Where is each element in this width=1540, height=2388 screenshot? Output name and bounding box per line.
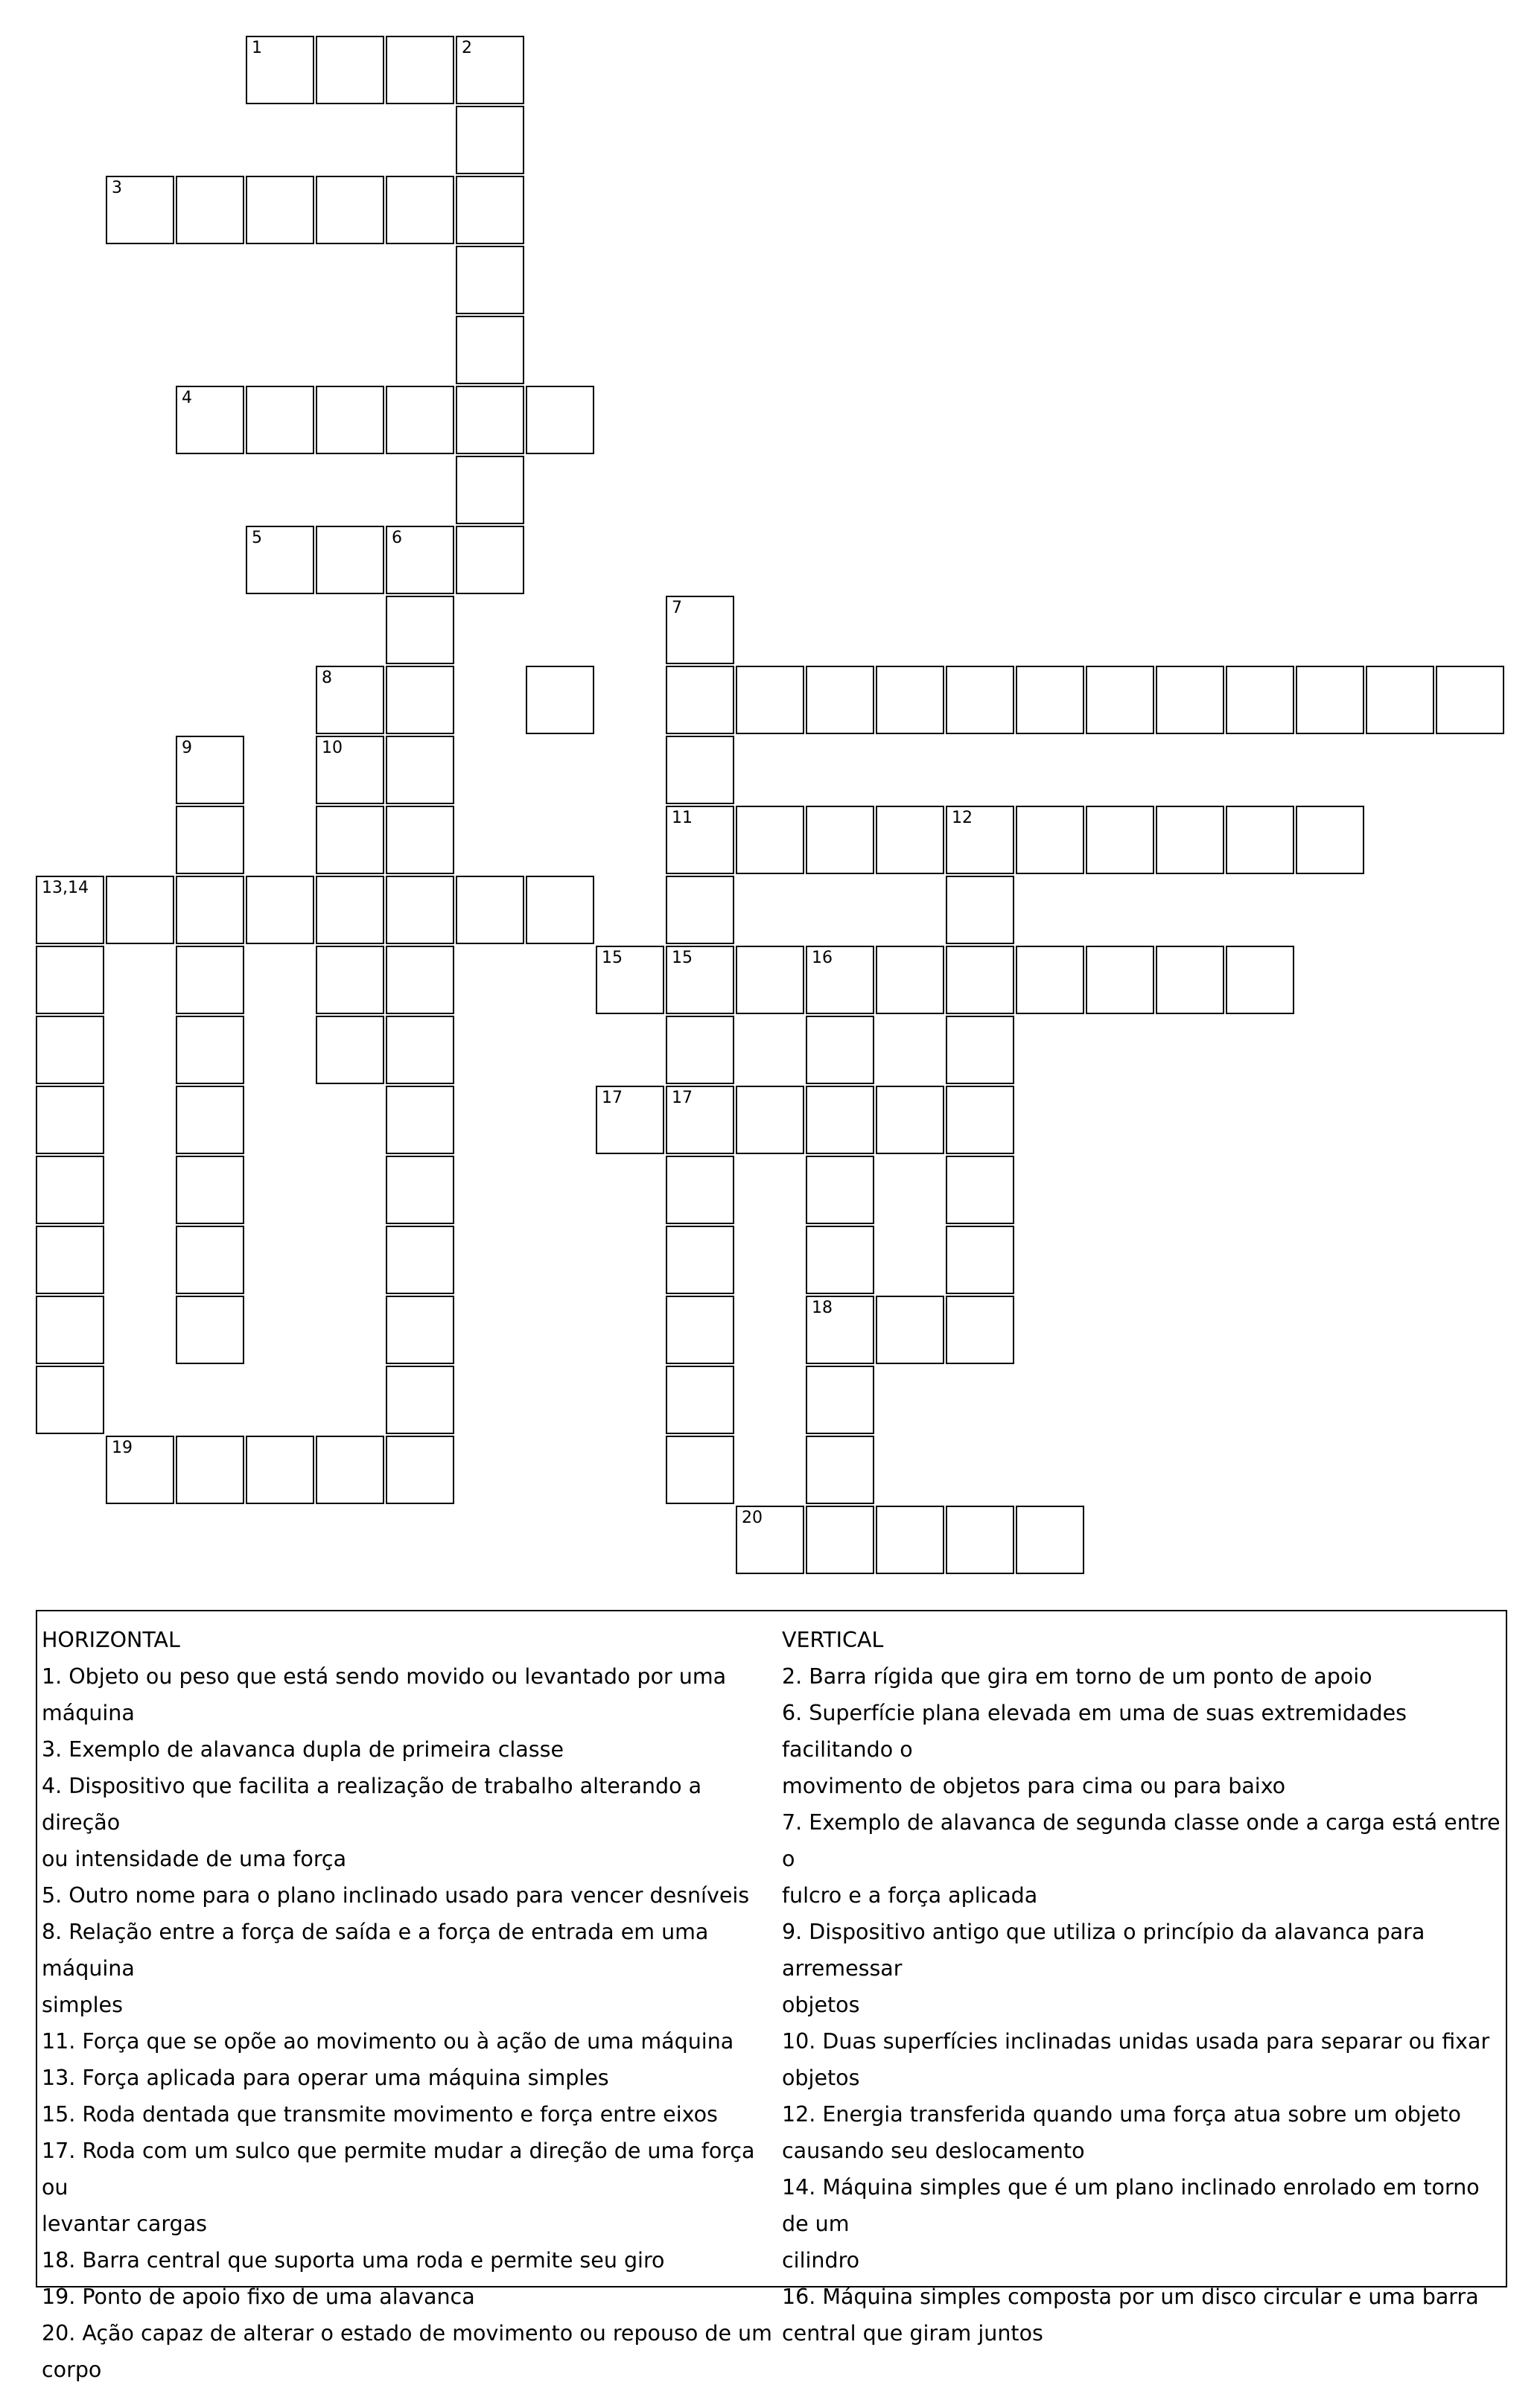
crossword-cell[interactable] (736, 666, 804, 734)
clue-line: 4. Dispositivo que facilita a realização de trabalho alterando a direção (42, 1774, 702, 1835)
crossword-cell[interactable] (946, 1226, 1014, 1294)
crossword-cell[interactable] (666, 1086, 734, 1154)
crossword-cell[interactable] (106, 1436, 174, 1504)
crossword-cell[interactable] (1226, 666, 1294, 734)
crossword-cell[interactable] (176, 386, 244, 454)
clue-number: 10 (322, 739, 343, 757)
clue-line: 10. Duas superfícies inclinadas unidas usada para separar ou fixar (782, 2029, 1490, 2054)
crossword-cell[interactable] (1016, 806, 1084, 874)
clue-number: 7 (672, 599, 682, 617)
clue-line: corpo (42, 2357, 102, 2382)
crossword-cell[interactable] (666, 876, 734, 944)
crossword-cell[interactable] (526, 666, 594, 734)
clue-line: 9. Dispositivo antigo que utiliza o princípio da alavanca para arremessar (782, 1920, 1425, 1981)
crossword-cell[interactable] (386, 36, 454, 104)
crossword-cell[interactable] (1086, 666, 1154, 734)
crossword-cell[interactable] (246, 876, 314, 944)
crossword-cell[interactable] (736, 946, 804, 1014)
crossword-cell[interactable] (1226, 946, 1294, 1014)
crossword-cell[interactable] (386, 1226, 454, 1294)
crossword-cell[interactable] (736, 1506, 804, 1574)
crossword-cell[interactable] (176, 1436, 244, 1504)
crossword-cell[interactable] (666, 1016, 734, 1084)
crossword-cell[interactable] (36, 1086, 104, 1154)
clue-number: 11 (672, 809, 693, 827)
crossword-cell[interactable] (316, 1436, 384, 1504)
crossword-cell[interactable] (176, 1156, 244, 1224)
horizontal-header: HORIZONTAL (42, 1628, 180, 1652)
crossword-cell[interactable] (946, 946, 1014, 1014)
crossword-cell[interactable] (36, 1366, 104, 1434)
crossword-cell[interactable] (806, 1086, 874, 1154)
clue-number: 17 (672, 1089, 693, 1107)
crossword-cell[interactable] (666, 596, 734, 664)
clue-number: 13,14 (42, 879, 89, 897)
crossword-cell[interactable] (456, 386, 524, 454)
crossword-cell[interactable] (456, 246, 524, 314)
crossword-cell[interactable] (1366, 666, 1434, 734)
crossword-cell[interactable] (386, 1016, 454, 1084)
crossword-cell[interactable] (246, 526, 314, 594)
crossword-cell[interactable] (736, 1086, 804, 1154)
crossword-cell[interactable] (806, 1436, 874, 1504)
crossword-cell[interactable] (806, 666, 874, 734)
crossword-cell[interactable] (316, 176, 384, 244)
crossword-cell[interactable] (246, 1436, 314, 1504)
clue-line: 14. Máquina simples que é um plano inclinado enrolado em torno de um (782, 2175, 1480, 2236)
crossword-cell[interactable] (526, 876, 594, 944)
crossword-cell[interactable] (386, 666, 454, 734)
clue-line: 16. Máquina simples composta por um disco circular e uma barra (782, 2284, 1479, 2309)
crossword-cell[interactable] (666, 1366, 734, 1434)
crossword-cell[interactable] (1156, 946, 1224, 1014)
crossword-cell[interactable] (1436, 666, 1504, 734)
crossword-cell[interactable] (316, 386, 384, 454)
crossword-cell[interactable] (1086, 806, 1154, 874)
crossword-cell[interactable] (176, 736, 244, 804)
crossword-cell[interactable] (946, 876, 1014, 944)
vertical-header: VERTICAL (782, 1628, 884, 1652)
crossword-cell[interactable] (176, 946, 244, 1014)
crossword-cell[interactable] (176, 1086, 244, 1154)
crossword-cell[interactable] (806, 946, 874, 1014)
crossword-cell[interactable] (106, 176, 174, 244)
crossword-cell[interactable] (386, 1436, 454, 1504)
clue-number: 9 (182, 739, 192, 757)
crossword-cell[interactable] (456, 456, 524, 524)
clue-line: causando seu deslocamento (782, 2139, 1085, 2163)
crossword-cell[interactable] (1296, 806, 1364, 874)
clue-line: 1. Objeto ou peso que está sendo movido ou levantado por uma máquina (42, 1664, 727, 1725)
crossword-cell[interactable] (386, 736, 454, 804)
crossword-cell[interactable] (386, 876, 454, 944)
crossword-cell[interactable] (386, 1296, 454, 1364)
crossword-cell[interactable] (1016, 946, 1084, 1014)
crossword-cell[interactable] (316, 736, 384, 804)
clue-number: 2 (462, 39, 472, 57)
crossword-cell[interactable] (456, 176, 524, 244)
clue-line: 19. Ponto de apoio fixo de uma alavanca (42, 2284, 475, 2309)
clue-line: objetos (782, 2066, 860, 2090)
clue-number: 15 (602, 949, 623, 967)
clue-line: 18. Barra central que suporta uma roda e permite seu giro (42, 2248, 665, 2273)
clue-number: 18 (812, 1299, 833, 1317)
crossword-cell[interactable] (316, 806, 384, 874)
crossword-cell[interactable] (666, 1436, 734, 1504)
crossword-cell[interactable] (806, 1156, 874, 1224)
crossword-cell[interactable] (1016, 666, 1084, 734)
crossword-cell[interactable] (316, 526, 384, 594)
clue-line: 15. Roda dentada que transmite movimento e força entre eixos (42, 2102, 718, 2127)
clue-line: 17. Roda com um sulco que permite mudar a direção de uma força ou (42, 2139, 755, 2200)
clue-line: 6. Superfície plana elevada em uma de suas extremidades facilitando o (782, 1701, 1407, 1762)
clue-number: 20 (742, 1509, 763, 1527)
clue-line: central que giram juntos (782, 2321, 1043, 2346)
crossword-cell[interactable] (36, 1016, 104, 1084)
clue-line: 5. Outro nome para o plano inclinado usado para vencer desníveis (42, 1883, 750, 1908)
clue-number: 5 (252, 529, 262, 547)
vertical-clues (782, 1622, 1504, 2352)
clue-line: 20. Ação capaz de alterar o estado de movimento ou repouso de um (42, 2321, 772, 2346)
clue-number: 12 (952, 809, 973, 827)
crossword-cell[interactable] (946, 666, 1014, 734)
crossword-cell[interactable] (386, 386, 454, 454)
crossword-cell[interactable] (386, 526, 454, 594)
clue-number: 6 (392, 529, 402, 547)
crossword-cell[interactable] (596, 1086, 664, 1154)
crossword-cell[interactable] (386, 1156, 454, 1224)
crossword-cell[interactable] (386, 1086, 454, 1154)
crossword-cell[interactable] (736, 806, 804, 874)
crossword-cell[interactable] (806, 1296, 874, 1364)
crossword-cell[interactable] (876, 1296, 944, 1364)
crossword-cell[interactable] (1296, 666, 1364, 734)
clue-number: 15 (672, 949, 693, 967)
clue-line: fulcro e a força aplicada (782, 1883, 1038, 1908)
crossword-cell[interactable] (666, 736, 734, 804)
clues-box (36, 1610, 1507, 2382)
clue-line: cilindro (782, 2248, 860, 2273)
crossword-cell[interactable] (176, 806, 244, 874)
crossword-cell[interactable] (386, 806, 454, 874)
crossword-cell[interactable] (176, 1296, 244, 1364)
crossword-cell[interactable] (946, 1086, 1014, 1154)
crossword-cell[interactable] (1086, 946, 1154, 1014)
clue-line: levantar cargas (42, 2212, 208, 2236)
crossword-cell[interactable] (526, 386, 594, 454)
crossword-cell[interactable] (1016, 1506, 1084, 1574)
clue-line: 2. Barra rígida que gira em torno de um ponto de apoio (782, 1664, 1372, 1689)
crossword-cell[interactable] (456, 876, 524, 944)
crossword-cell[interactable] (176, 876, 244, 944)
crossword-cell[interactable] (1156, 806, 1224, 874)
clue-line: 11. Força que se opõe ao movimento ou à ação de uma máquina (42, 2029, 734, 2054)
clue-number: 8 (322, 669, 332, 687)
crossword-cell[interactable] (36, 876, 104, 944)
crossword-cell[interactable] (246, 176, 314, 244)
crossword-cell[interactable] (456, 316, 524, 384)
clue-line: simples (42, 1993, 123, 2017)
crossword-cell[interactable] (386, 946, 454, 1014)
crossword-cell[interactable] (246, 386, 314, 454)
crossword-cell[interactable] (36, 946, 104, 1014)
clue-line: 12. Energia transferida quando uma força atua sobre um objeto (782, 2102, 1461, 2127)
crossword-cell[interactable] (316, 876, 384, 944)
crossword-cell[interactable] (876, 1086, 944, 1154)
clue-number: 3 (112, 179, 122, 197)
crossword-cell[interactable] (456, 36, 524, 104)
crossword-cell[interactable] (1226, 806, 1294, 874)
crossword-cell[interactable] (36, 1296, 104, 1364)
crossword-cell[interactable] (316, 946, 384, 1014)
crossword-cell[interactable] (666, 1226, 734, 1294)
crossword-cell[interactable] (596, 946, 664, 1014)
crossword-cell[interactable] (806, 806, 874, 874)
crossword-cell[interactable] (876, 946, 944, 1014)
crossword-cell[interactable] (316, 666, 384, 734)
crossword-cell[interactable] (386, 1366, 454, 1434)
crossword-cell[interactable] (176, 1226, 244, 1294)
clue-line: movimento de objetos para cima ou para baixo (782, 1774, 1286, 1798)
clue-number: 16 (812, 949, 833, 967)
crossword-cell[interactable] (106, 876, 174, 944)
clue-line: 13. Força aplicada para operar uma máquina simples (42, 2066, 609, 2090)
crossword-cell[interactable] (876, 806, 944, 874)
clue-number: 4 (182, 389, 192, 407)
crossword-cell[interactable] (386, 596, 454, 664)
crossword-cell[interactable] (36, 1226, 104, 1294)
crossword-cell[interactable] (946, 806, 1014, 874)
crossword-cell[interactable] (946, 1296, 1014, 1364)
crossword-cell[interactable] (666, 666, 734, 734)
crossword-cell[interactable] (456, 526, 524, 594)
crossword-cell[interactable] (876, 1506, 944, 1574)
crossword-cell[interactable] (876, 666, 944, 734)
crossword-cell[interactable] (666, 1156, 734, 1224)
crossword-cell[interactable] (316, 1016, 384, 1084)
crossword-cell[interactable] (386, 176, 454, 244)
crossword-cell[interactable] (806, 1226, 874, 1294)
crossword-cell[interactable] (176, 176, 244, 244)
clue-line: ou intensidade de uma força (42, 1847, 347, 1871)
crossword-cell[interactable] (1156, 666, 1224, 734)
crossword-cell[interactable] (666, 946, 734, 1014)
clue-line: 8. Relação entre a força de saída e a força de entrada em uma máquina (42, 1920, 709, 1981)
clue-number: 17 (602, 1089, 623, 1107)
clue-line: objetos (782, 1993, 860, 2017)
crossword-cell[interactable] (36, 1156, 104, 1224)
crossword-cell[interactable] (666, 806, 734, 874)
crossword-cell[interactable] (806, 1016, 874, 1084)
crossword-cell[interactable] (946, 1156, 1014, 1224)
crossword-cell[interactable] (316, 36, 384, 104)
crossword-cell[interactable] (246, 36, 314, 104)
horizontal-clues (42, 1622, 779, 2388)
crossword-cell[interactable] (176, 1016, 244, 1084)
crossword-cell[interactable] (456, 106, 524, 174)
crossword-cell[interactable] (946, 1016, 1014, 1084)
crossword-cell[interactable] (946, 1506, 1014, 1574)
clue-number: 1 (252, 39, 262, 57)
clue-line: 7. Exemplo de alavanca de segunda classe onde a carga está entre o (782, 1810, 1501, 1871)
clue-line: 3. Exemplo de alavanca dupla de primeira classe (42, 1737, 564, 1762)
crossword-cell[interactable] (666, 1296, 734, 1364)
crossword-cell[interactable] (806, 1366, 874, 1434)
crossword-cell[interactable] (806, 1506, 874, 1574)
clue-number: 19 (112, 1439, 133, 1457)
